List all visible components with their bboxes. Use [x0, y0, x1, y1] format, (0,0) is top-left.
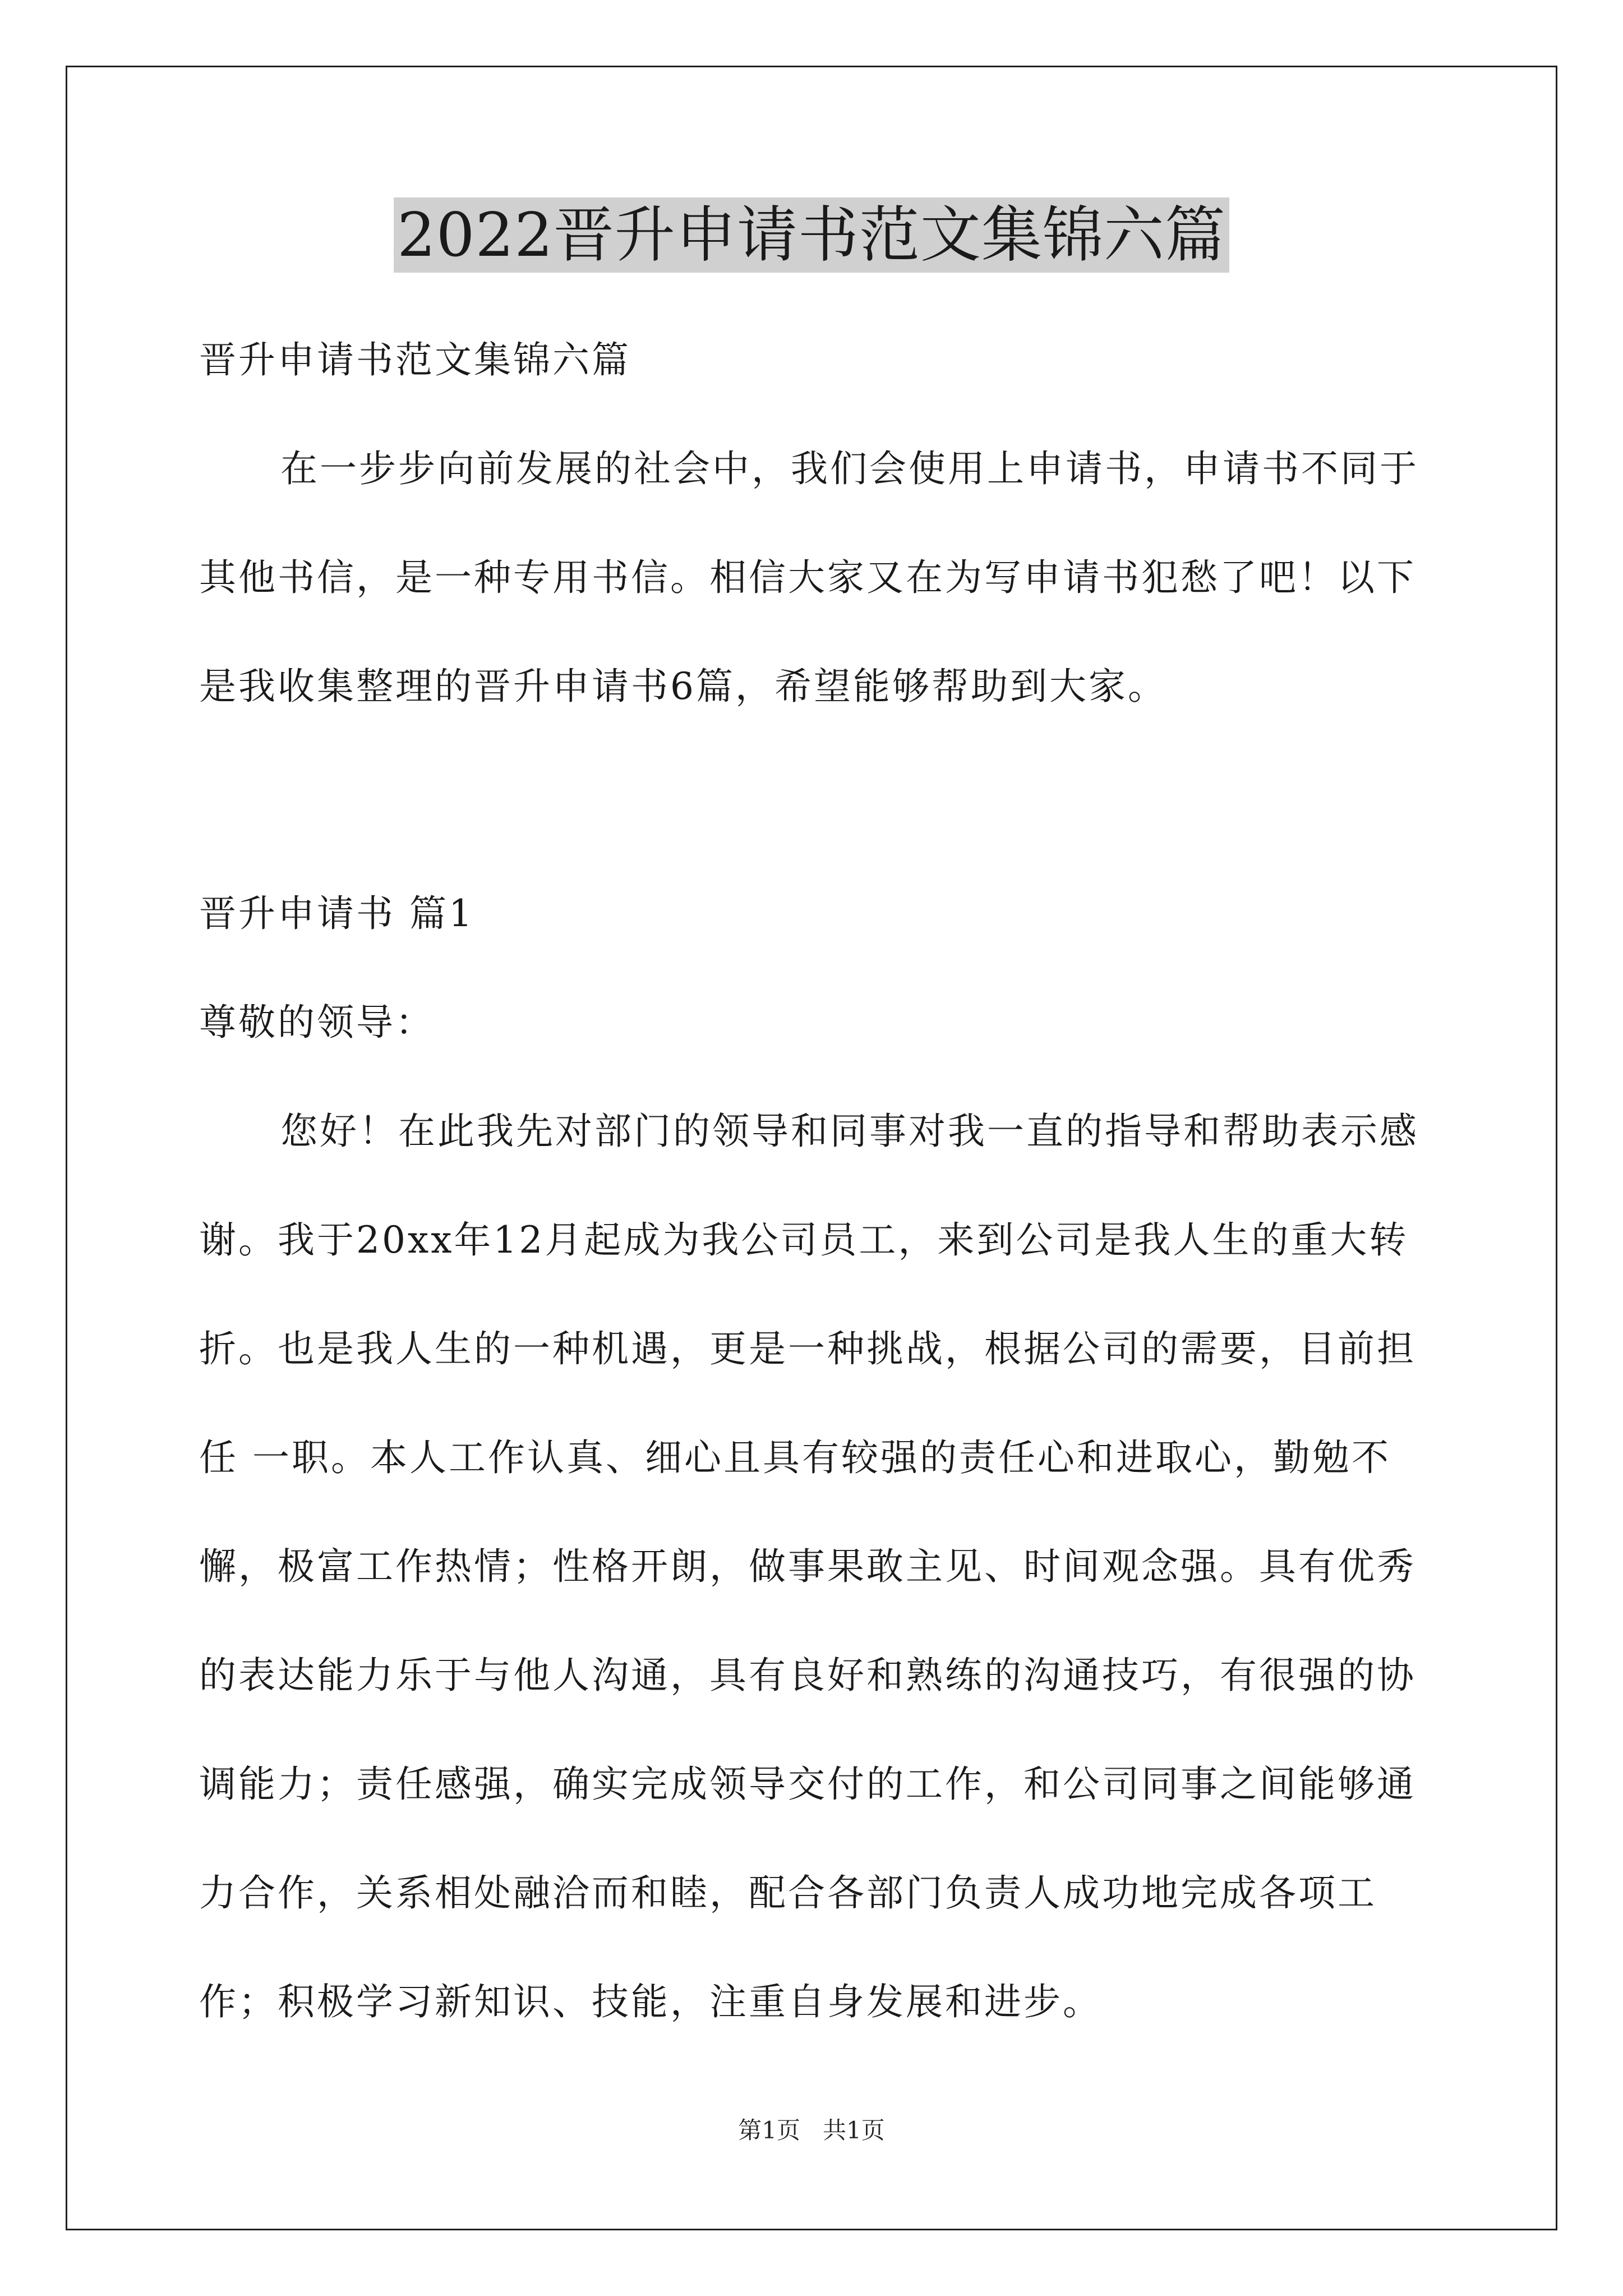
document-title-wrapper: [0, 197, 1623, 273]
page-footer: 第1页 共1页: [738, 2116, 885, 2144]
document-title: 2022晋升申请书范文集锦六篇: [394, 197, 1229, 273]
intro-paragraph: 在一步步向前发展的社会中，我们会使用上申请书，申请书不同于其他书信，是一种专用书信。相信大家又在为写申请书犯愁了吧！以下是我收集整理的晋升申请书6篇，希望能够帮助到大家。: [199, 447, 1419, 708]
body-paragraph: 您好！在此我先对部门的领导和同事对我一直的指导和帮助表示感谢。我于20xx年12月起成为我公司员工，来到公司是我人生的重大转折。也是我人生的一种机遇，更是一种挑战，根据公司的需要，目前担任 一职。本人工作认真、细心且具有较强的责任心和进取心，勤勉不懈，极富工作热情；性格开朗，做事果敢主见、时间观念强。具有优秀的表达能力乐于与他人沟通，具有良好和熟练的沟通技巧，有很强的协调能力；责任感强，确实完成领导交付的工作，和公司同事之间能够通力合作，关系相处融洽而和睦，配合各部门负责人成功地完成各项工作；积极学习新知识、技能，注重自身发展和进步。: [199, 1110, 1419, 2023]
salutation: 尊敬的领导：: [199, 1001, 435, 1044]
document-subtitle: 晋升申请书范文集锦六篇: [199, 338, 631, 381]
section-heading: 晋升申请书 篇1: [199, 892, 474, 935]
